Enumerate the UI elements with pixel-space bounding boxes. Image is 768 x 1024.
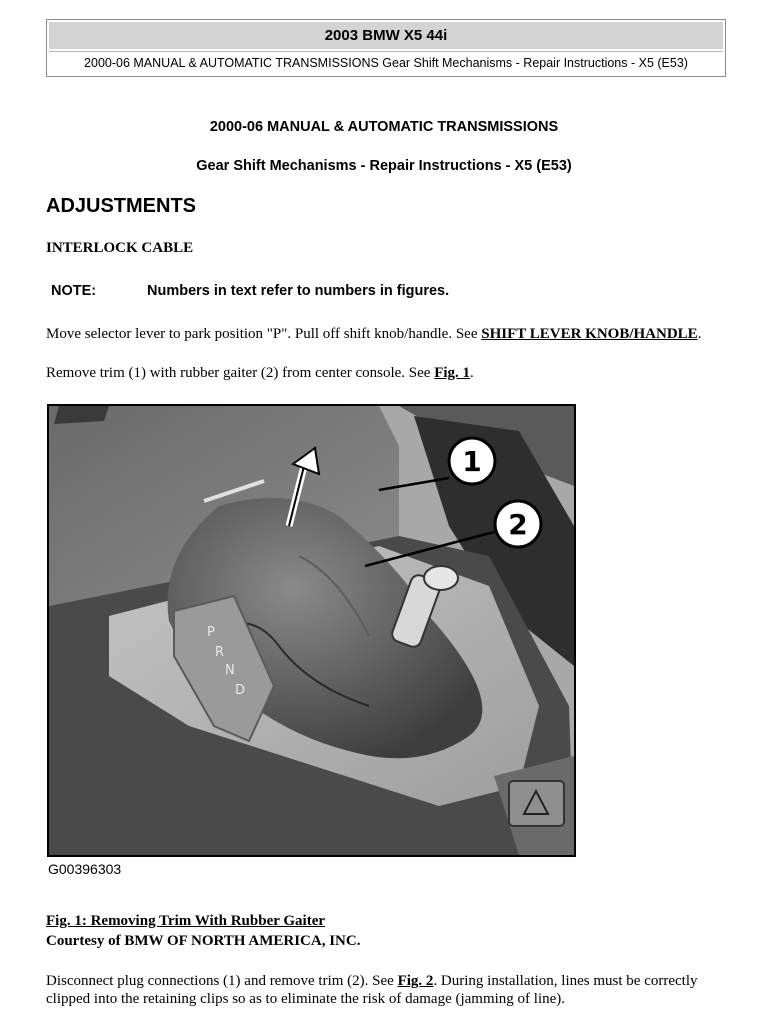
paragraph-2-end: . [470,365,474,381]
paragraph-2 [46,364,474,382]
header-title: 2003 BMW X5 44i [49,22,723,49]
note-text: Numbers in text refer to numbers in figures. [147,283,450,299]
paragraph-3-text: Disconnect plug connections (1) and remove trim (2). See [46,973,398,989]
fig-1-link[interactable]: Fig. 1 [434,365,471,381]
gear-shift-illustration [49,406,574,855]
figure-courtesy: Courtesy of BMW OF NORTH AMERICA, INC. [46,933,361,949]
header-subtitle: 2000-06 MANUAL & AUTOMATIC TRANSMISSIONS Gear Shift Mechanisms - Repair Instructions - X5 (E53) [49,51,723,75]
doc-heading-2: Gear Shift Mechanisms - Repair Instructions - X5 (E53) [196,158,572,174]
note-label: NOTE: [51,283,97,299]
selector-letter-p: P [207,625,215,640]
section-title: ADJUSTMENTS [46,195,197,217]
fig-2-link[interactable]: Fig. 2 [397,973,434,989]
figure-1-image [47,404,576,857]
subsection-title: INTERLOCK CABLE [46,240,194,256]
figure-caption[interactable]: Fig. 1: Removing Trim With Rubber Gaiter [46,913,326,929]
paragraph-3 [46,972,726,1008]
callout-2-label: 2 [508,508,528,541]
selector-letter-n: N [225,663,235,678]
doc-heading-1: 2000-06 MANUAL & AUTOMATIC TRANSMISSIONS [209,119,559,135]
paragraph-2-text: Remove trim (1) with rubber gaiter (2) from center console. See [46,365,435,381]
figure-code: G00396303 [48,861,122,877]
shift-lever-knob-link[interactable]: SHIFT LEVER KNOB/HANDLE [481,326,698,342]
paragraph-1-end: . [697,326,702,342]
paragraph-1-text: Move selector lever to park position "P". Pull off shift knob/handle. See [46,326,482,342]
selector-letter-d: D [235,683,246,698]
paragraph-3-end: . During installation, lines must be correctly clipped into the retaining clips so as to eliminate the risk of damage (jamming of line). [46,973,698,1007]
document-header [46,19,726,77]
selector-letter-r: R [215,645,225,660]
callout-1-label: 1 [462,445,482,478]
paragraph-1 [46,325,701,343]
